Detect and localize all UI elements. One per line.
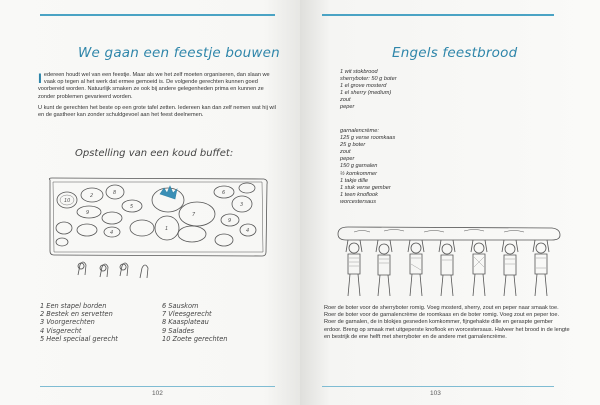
ingredient: 1 wit stokbrood (340, 69, 378, 75)
ingredient: 1 stuk verse gember (340, 184, 391, 191)
legend-item: 4 Visgerecht (40, 326, 82, 335)
buffet-subheading: Opstelling van een koud buffet: (75, 148, 234, 159)
people-carrying-bread-illustration (334, 224, 564, 304)
svg-text:4: 4 (110, 230, 114, 236)
legend-item: 5 Heel speciaal gerecht (40, 334, 118, 343)
legend-item: 10 Zoete gerechten (162, 334, 228, 343)
svg-text:10: 10 (64, 198, 71, 204)
ingredient: zout (340, 97, 351, 104)
svg-text:9: 9 (228, 218, 232, 224)
bottom-rule (40, 386, 275, 387)
legend-item: 2 Bestek en servetten (40, 310, 113, 319)
ingredient: 125 g verse roomkaas (340, 135, 396, 142)
legend-item: 3 Voorgerechten (40, 318, 95, 327)
ingredient: garnalencrème: (340, 128, 379, 134)
svg-text:8: 8 (113, 190, 117, 196)
ingredient: 1 el grove mosterd (340, 83, 387, 90)
second-paragraph: U kunt de gerechten het beste op een grote tafel zetten. Iedereen kan dan zelf nemen wat hij wil en de gastheer kan zonder schuldgevoel aan het feest deelnemen. (38, 104, 276, 119)
recipe-title: Engels feestbrood (392, 45, 518, 61)
svg-text:6: 6 (222, 190, 226, 196)
svg-text:7: 7 (192, 212, 196, 218)
ingredient: peper (340, 156, 355, 163)
ingredients-cream (340, 128, 395, 206)
intro-paragraph: edereen houdt wel van een feestje. Maar als we het zelf moeten organiseren, dan slaan we vaak op tegen al het werk dat ermee gemoeid is. De volgende gerechten kunnen goed voorbereid worden. Natuurlijk smaken ze ook bij andere gelegenheden prima en kunnen ze zonder problemen gevarieerd worden. (38, 72, 270, 100)
right-page (300, 0, 600, 405)
ingredient: ½ komkommer (340, 170, 377, 177)
ingredient: zout (340, 149, 351, 156)
instruction-paragraph: Roer de boter voor de garnalencrème de roomkaas en de boter romig. Voeg zout en peper toe. Roer de garnalen, de in blokjes gesneden komkommer, fijngehakte dille en geraspte gember erdoor. Breng op smaak met uitgeperste knoflook en worcestersaus. Halveer het brood in de lengte en bestrijk de ene helft met sherryboter en de andere met garnalencrème. (324, 312, 570, 340)
page-number: 102 (152, 390, 163, 397)
legend-item: 1 Een stapel borden (40, 302, 107, 310)
top-rule (322, 14, 554, 16)
bottom-rule (322, 386, 554, 387)
svg-text:3: 3 (240, 202, 244, 208)
svg-text:5: 5 (130, 204, 134, 210)
ingredient: peper (340, 104, 355, 111)
svg-text:2: 2 (90, 193, 94, 199)
ingredient: 25 g boter (340, 142, 366, 149)
svg-text:1: 1 (165, 226, 169, 232)
top-rule (40, 14, 275, 16)
ingredient: worcestersaus (340, 198, 377, 205)
svg-text:9: 9 (86, 210, 90, 216)
page-number: 103 (430, 390, 441, 397)
instructions (324, 305, 570, 341)
ingredient: 1 takje dille (340, 177, 368, 184)
page-title: We gaan een feestje bouwen (78, 45, 280, 61)
drop-cap: I (38, 70, 42, 86)
svg-text:4: 4 (246, 228, 250, 234)
legend-item: 8 Kaasplateau (162, 318, 209, 327)
legend-column-2 (162, 302, 227, 343)
ingredient: sherryboter: 50 g boter (340, 76, 397, 83)
legend-item: 9 Salades (162, 326, 195, 335)
buffet-layout-sketch (42, 170, 274, 290)
ingredients-bread (340, 69, 397, 112)
legend-column-1 (40, 302, 118, 343)
legend-item: 6 Sauskom (162, 302, 199, 310)
ingredient: 1 teen knoflook (340, 191, 378, 198)
intro-text (38, 72, 278, 123)
ingredient: 150 g garnalen (340, 163, 378, 170)
legend-item: 7 Vleesgerecht (162, 310, 212, 319)
ingredient: 1 el sherry (medium) (340, 90, 392, 97)
instruction-paragraph: Roer de boter voor de sherryboter romig. Voeg mosterd, sherry, zout en peper naar smaak toe. (324, 305, 559, 311)
